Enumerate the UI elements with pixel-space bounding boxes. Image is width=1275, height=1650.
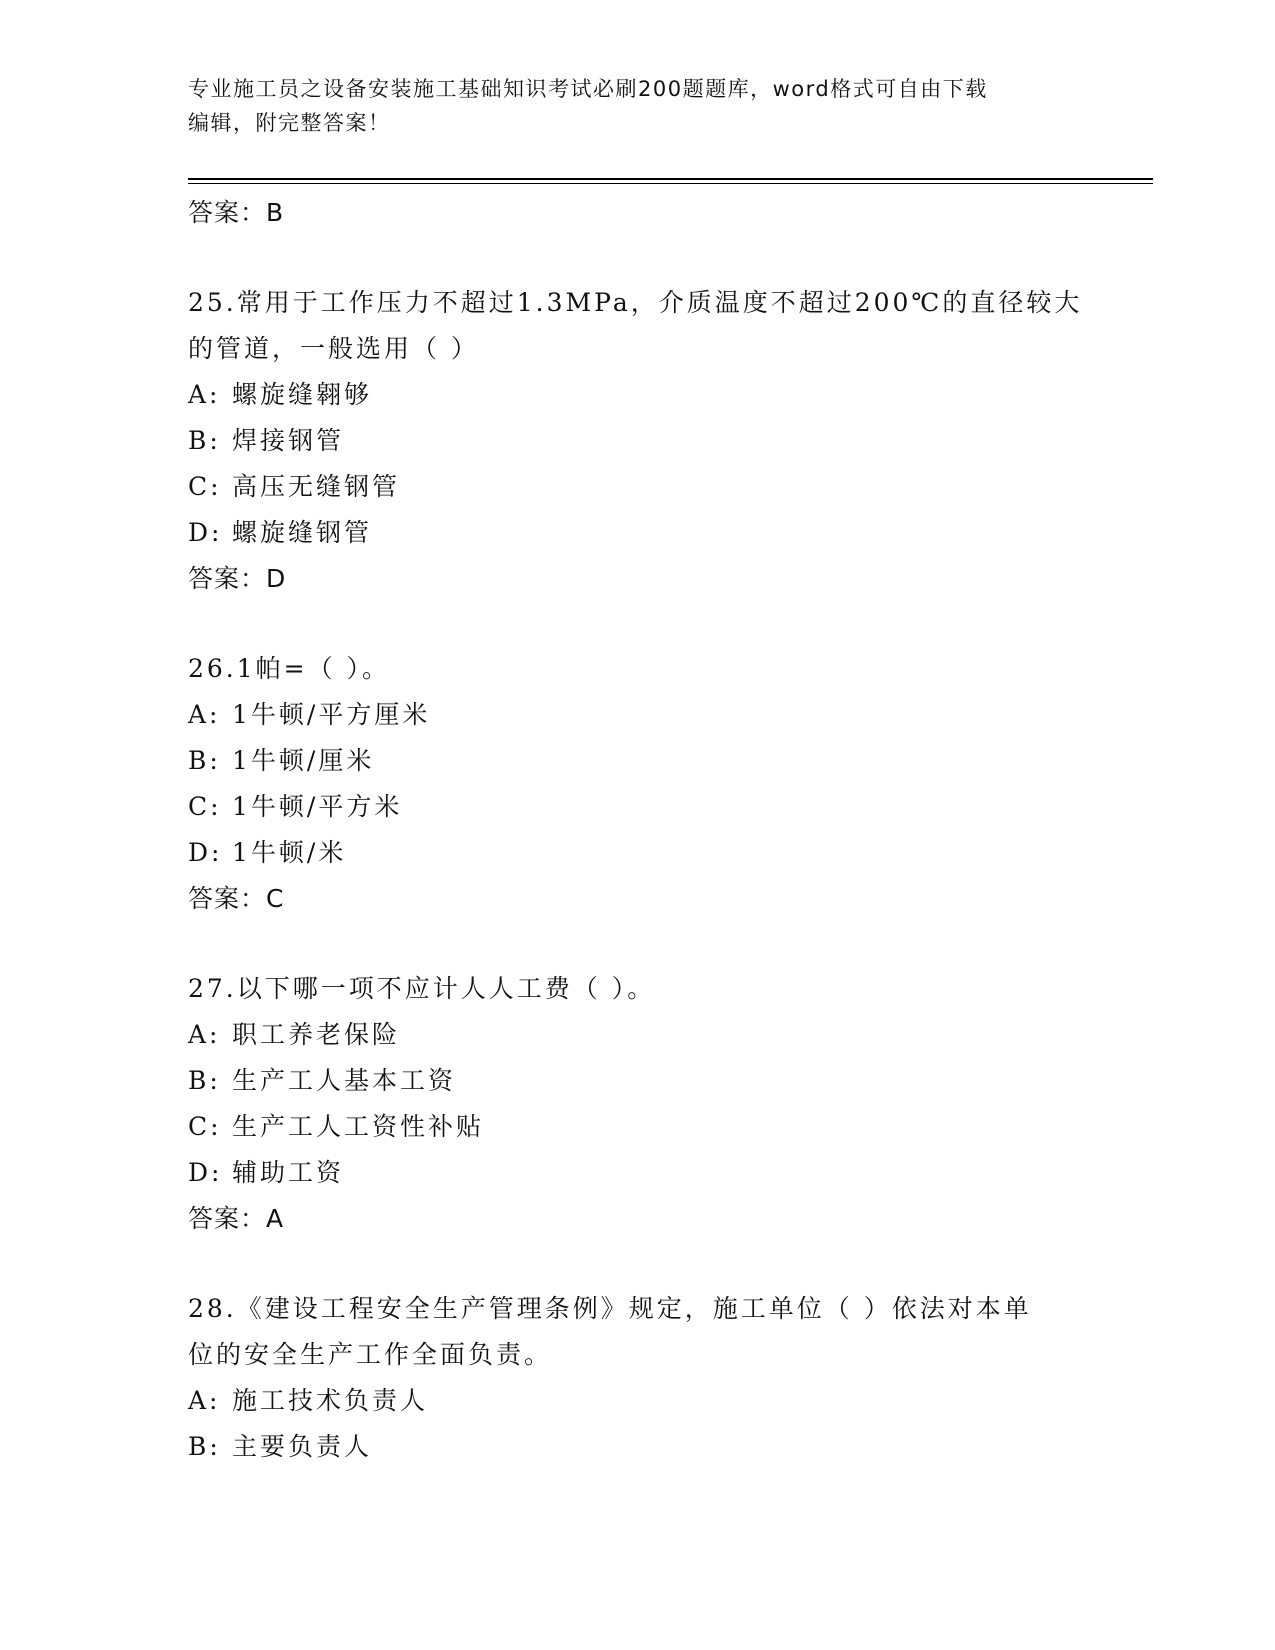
question-answer: 答案：A <box>188 1204 285 1233</box>
previous-answer: 答案：B <box>188 198 285 227</box>
option-text: 职工养老保险 <box>232 1020 401 1049</box>
option-text: 螺旋缝翱够 <box>232 380 373 409</box>
question-28 <box>188 1286 1088 1470</box>
question-stem-line: 28.《建设工程安全生产管理条例》规定，施工单位（ ）依法对本单 <box>188 1294 1032 1323</box>
question-answer: 答案：C <box>188 884 285 913</box>
option-label: B: <box>188 746 221 775</box>
option-label: A: <box>188 700 221 729</box>
option-text: 生产工人工资性补贴 <box>232 1112 485 1141</box>
option-b <box>188 738 1088 784</box>
document-header <box>188 72 1088 140</box>
option-d <box>188 1150 1088 1196</box>
header-line-1: 专业施工员之设备安装施工基础知识考试必刷200题题库，word格式可自由下载 <box>188 77 988 101</box>
option-b <box>188 418 1088 464</box>
option-d <box>188 830 1088 876</box>
option-label: A: <box>188 1020 221 1049</box>
option-label: B: <box>188 1066 221 1095</box>
option-text: 焊接钢管 <box>232 426 345 455</box>
question-list <box>188 190 1088 1470</box>
option-label: C: <box>188 792 222 821</box>
option-a <box>188 1378 1088 1424</box>
option-text: 1牛顿/厘米 <box>232 746 375 775</box>
option-text: 螺旋缝钢管 <box>232 518 373 547</box>
option-a <box>188 372 1088 418</box>
question-26 <box>188 646 1088 922</box>
option-text: 施工技术负责人 <box>232 1386 429 1415</box>
question-stem-line: 的管道，一般选用（ ） <box>188 334 479 363</box>
option-c <box>188 784 1088 830</box>
option-label: B: <box>188 1432 221 1461</box>
option-d <box>188 510 1088 556</box>
option-text: 1牛顿/平方米 <box>232 792 403 821</box>
option-label: C: <box>188 472 222 501</box>
option-b <box>188 1424 1088 1470</box>
option-text: 1牛顿/平方厘米 <box>232 700 431 729</box>
option-label: A: <box>188 1386 221 1415</box>
option-text: 1牛顿/米 <box>232 838 347 867</box>
option-text: 高压无缝钢管 <box>232 472 401 501</box>
header-rule-thick <box>188 178 1153 180</box>
option-label: B: <box>188 426 221 455</box>
question-stem-line: 26.1帕=（ ）。 <box>188 654 391 683</box>
option-label: D: <box>188 838 223 867</box>
option-label: C: <box>188 1112 222 1141</box>
option-a <box>188 692 1088 738</box>
option-c <box>188 464 1088 510</box>
option-text: 生产工人基本工资 <box>232 1066 457 1095</box>
question-stem-line: 27.以下哪一项不应计人人工费（ ）。 <box>188 974 656 1003</box>
option-c <box>188 1104 1088 1150</box>
question-27 <box>188 966 1088 1242</box>
question-answer: 答案：D <box>188 564 287 593</box>
option-a <box>188 1012 1088 1058</box>
option-b <box>188 1058 1088 1104</box>
option-text: 辅助工资 <box>232 1158 345 1187</box>
option-label: D: <box>188 1158 223 1187</box>
question-stem-line: 位的安全生产工作全面负责。 <box>188 1340 553 1369</box>
option-text: 主要负责人 <box>232 1432 373 1461</box>
question-stem-line: 25.常用于工作压力不超过1.3MPa，介质温度不超过200℃的直径较大 <box>188 288 1083 317</box>
header-rule-thin <box>188 183 1153 184</box>
option-label: A: <box>188 380 221 409</box>
option-label: D: <box>188 518 223 547</box>
question-25 <box>188 280 1088 602</box>
header-line-2: 编辑，附完整答案！ <box>188 111 391 135</box>
